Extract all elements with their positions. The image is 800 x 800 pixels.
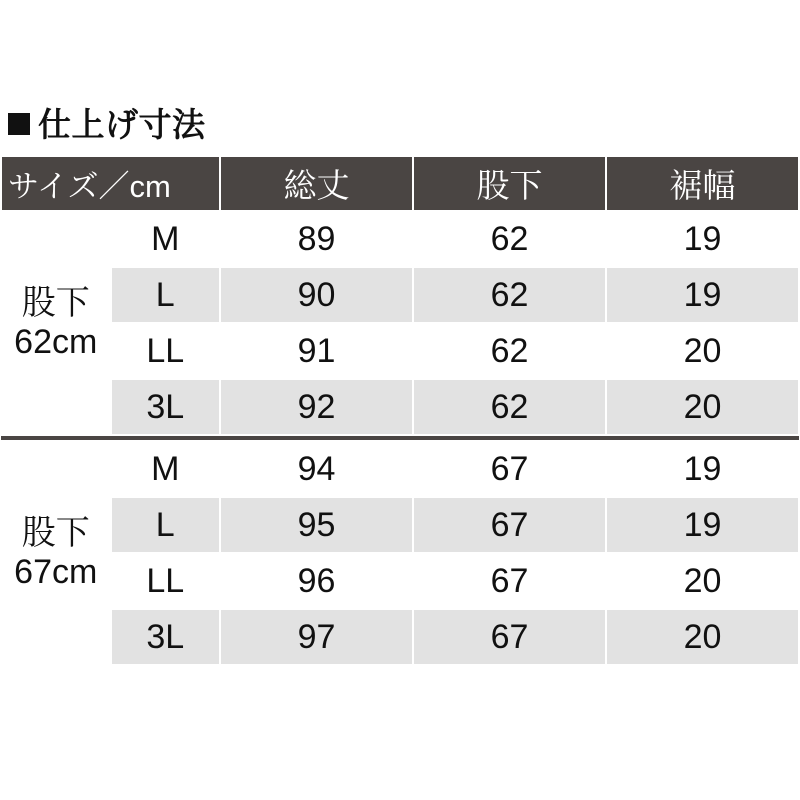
cell-total-length: 92: [220, 379, 413, 435]
table-row: [1, 379, 799, 435]
cell-total-length: 97: [220, 609, 413, 665]
group-label-line1: 股下: [21, 283, 90, 322]
cell-size: M: [111, 441, 221, 497]
cell-hem-width: 19: [606, 211, 799, 267]
section-title-text: 仕上げ寸法: [38, 105, 206, 143]
table-header-row: [1, 156, 799, 211]
black-square-bullet-icon: [8, 113, 30, 135]
column-header-inseam: 股下: [413, 156, 606, 211]
table-row: [1, 609, 799, 665]
column-header-total-length: 総丈: [220, 156, 413, 211]
group-label-inseam-62: [1, 211, 111, 435]
cell-inseam: 62: [413, 267, 606, 323]
group-label-inseam-67: [1, 441, 111, 665]
cell-total-length: 96: [220, 553, 413, 609]
cell-size: L: [111, 267, 221, 323]
table-row: [1, 211, 799, 267]
cell-size: LL: [111, 553, 221, 609]
cell-inseam: 67: [413, 441, 606, 497]
table-row: [1, 497, 799, 553]
cell-hem-width: 20: [606, 379, 799, 435]
finished-dimensions-table: [0, 155, 800, 666]
cell-size: M: [111, 211, 221, 267]
cell-size: LL: [111, 323, 221, 379]
section-title: [8, 104, 206, 144]
group-label-line2: 62cm: [14, 323, 98, 361]
column-header-size: サイズ／cm: [1, 156, 220, 211]
cell-inseam: 62: [413, 323, 606, 379]
cell-total-length: 90: [220, 267, 413, 323]
cell-inseam: 67: [413, 609, 606, 665]
cell-hem-width: 19: [606, 267, 799, 323]
cell-hem-width: 19: [606, 441, 799, 497]
cell-inseam: 67: [413, 553, 606, 609]
table-row: [1, 553, 799, 609]
cell-inseam: 62: [413, 379, 606, 435]
table-row: [1, 267, 799, 323]
group-label-line2: 67cm: [14, 553, 98, 591]
cell-size: 3L: [111, 609, 221, 665]
cell-total-length: 89: [220, 211, 413, 267]
cell-hem-width: 20: [606, 553, 799, 609]
cell-hem-width: 20: [606, 609, 799, 665]
cell-total-length: 95: [220, 497, 413, 553]
cell-size: 3L: [111, 379, 221, 435]
cell-hem-width: 19: [606, 497, 799, 553]
cell-inseam: 62: [413, 211, 606, 267]
group-label-line1: 股下: [21, 513, 90, 552]
table-row: [1, 441, 799, 497]
table-row: [1, 323, 799, 379]
cell-inseam: 67: [413, 497, 606, 553]
cell-total-length: 94: [220, 441, 413, 497]
cell-total-length: 91: [220, 323, 413, 379]
cell-size: L: [111, 497, 221, 553]
cell-hem-width: 20: [606, 323, 799, 379]
column-header-hem-width: 裾幅: [606, 156, 799, 211]
